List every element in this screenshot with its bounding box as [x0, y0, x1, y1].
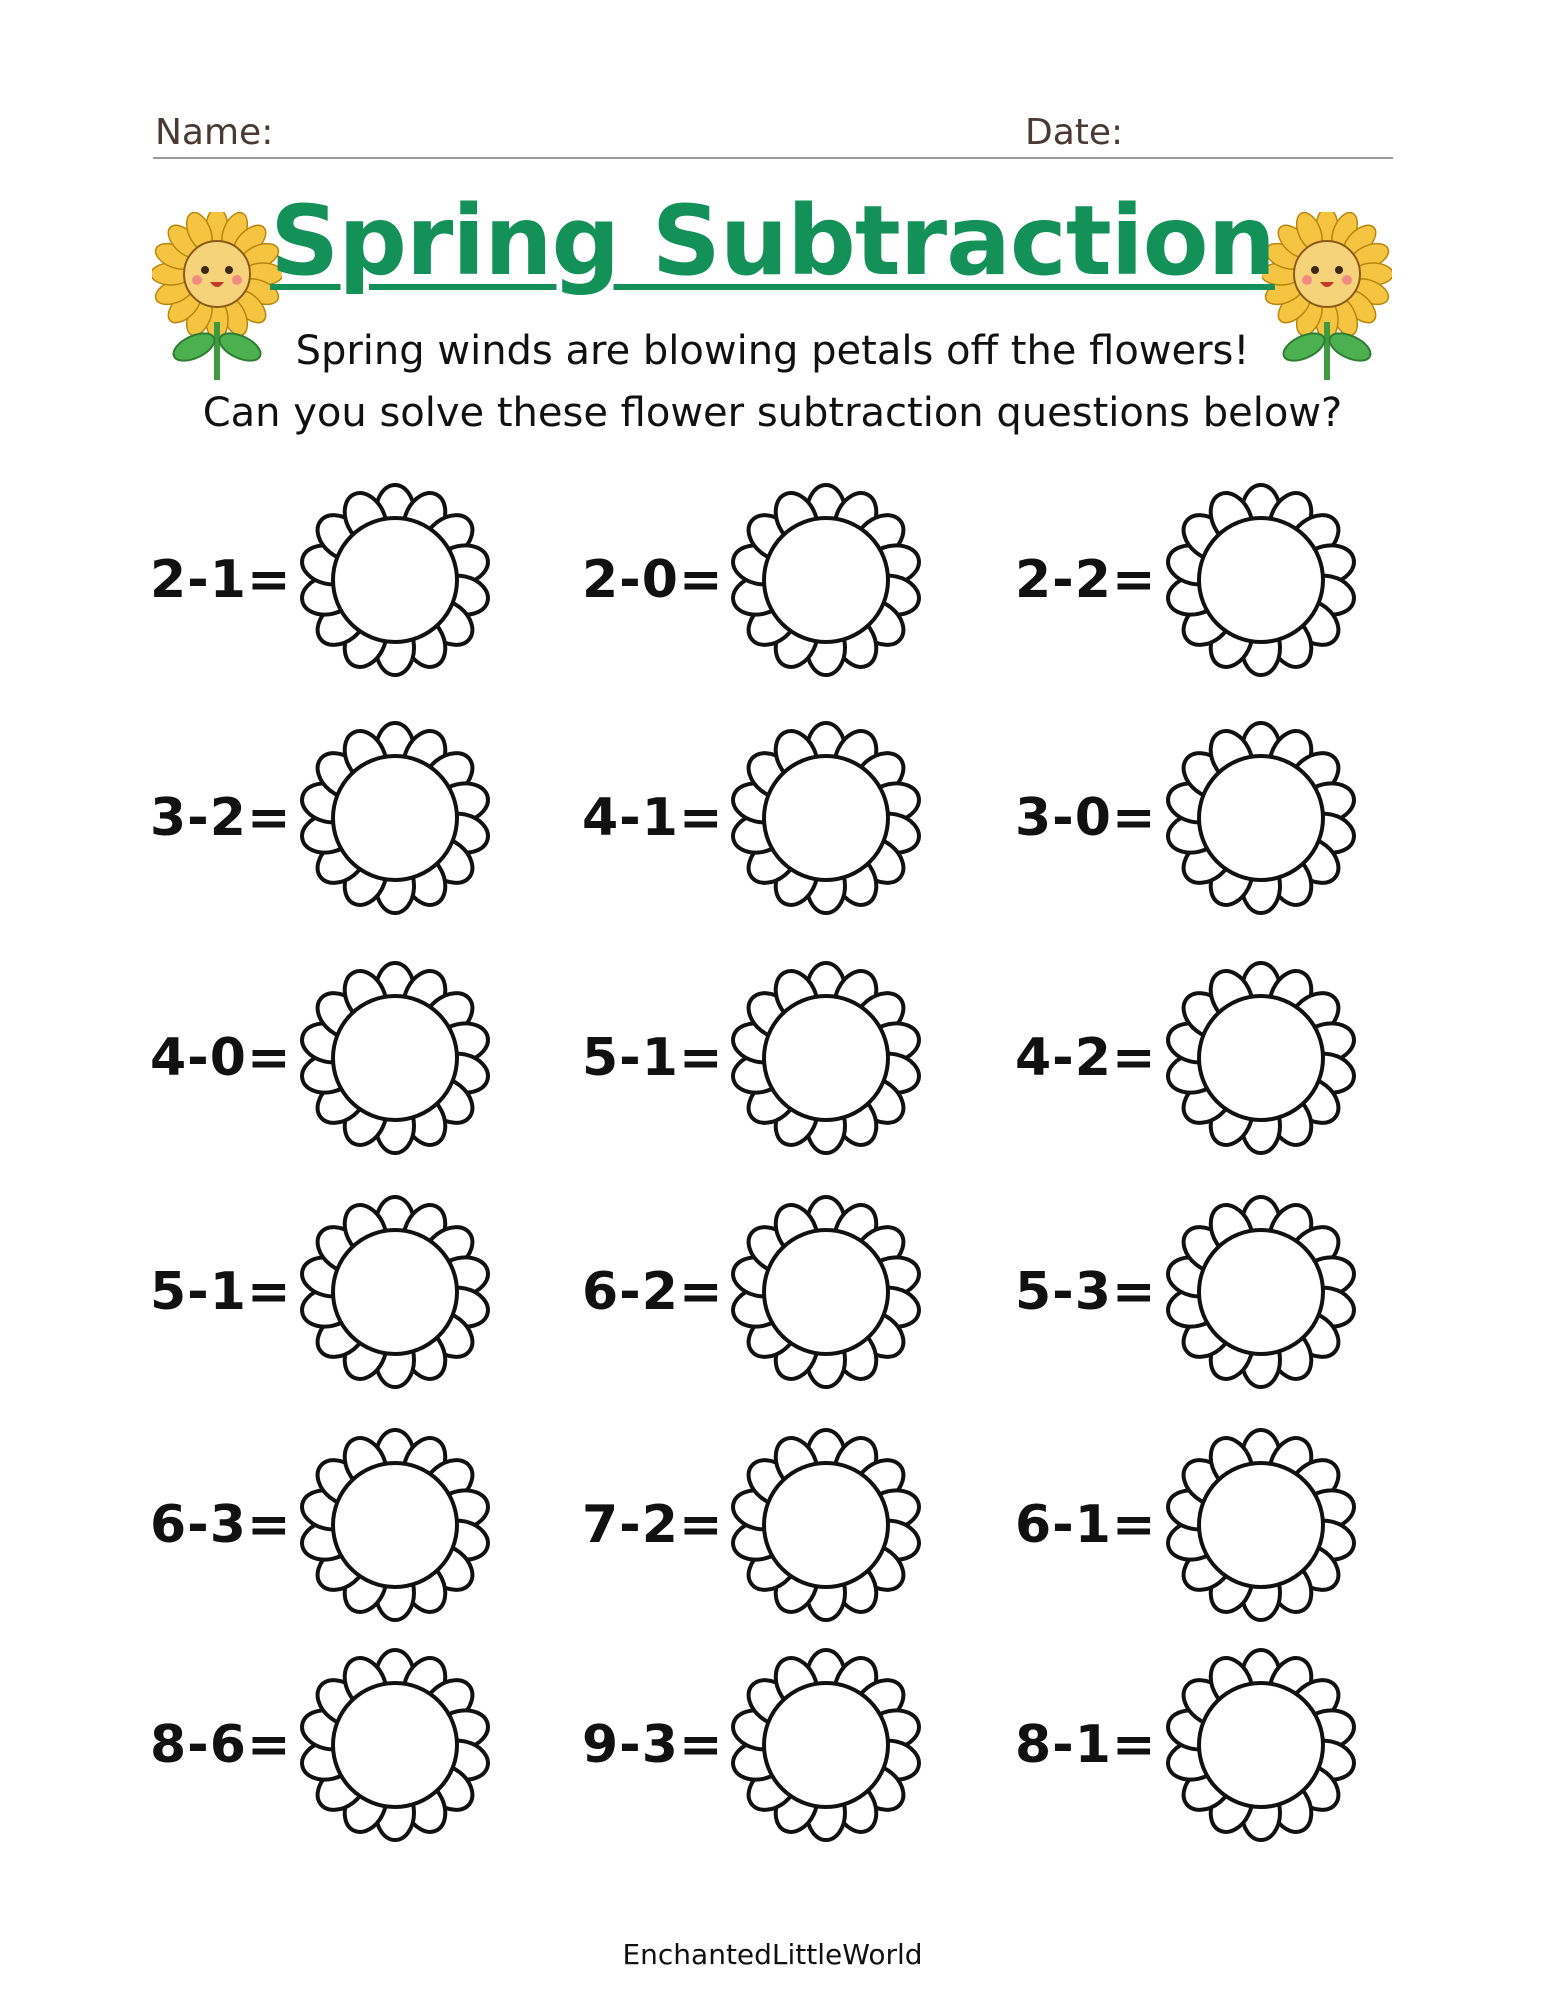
- equation-label: 3-0=: [1015, 788, 1157, 848]
- flower-answer-circle[interactable]: [726, 480, 926, 680]
- equation-label: 7-2=: [582, 1495, 724, 1555]
- flower-answer-circle[interactable]: [726, 958, 926, 1158]
- flower-answer-circle[interactable]: [295, 958, 495, 1158]
- flower-answer-circle[interactable]: [726, 1425, 926, 1625]
- equation-label: 6-1=: [1015, 1495, 1157, 1555]
- header-line: [153, 157, 1393, 159]
- equation-label: 4-0=: [150, 1028, 292, 1088]
- flower-answer-circle[interactable]: [726, 1192, 926, 1392]
- flower-answer-circle[interactable]: [1161, 958, 1361, 1158]
- intro-line-1: Spring winds are blowing petals off the flowers!: [295, 328, 1250, 374]
- flower-answer-circle[interactable]: [1161, 1425, 1361, 1625]
- equation-label: 5-1=: [150, 1262, 292, 1322]
- title-text: Spring Subtraction: [270, 185, 1275, 297]
- flower-answer-circle[interactable]: [1161, 718, 1361, 918]
- equation-label: 5-1=: [582, 1028, 724, 1088]
- flower-answer-circle[interactable]: [295, 1645, 495, 1845]
- intro-line-2: Can you solve these flower subtraction questions below?: [202, 390, 1343, 436]
- flower-answer-circle[interactable]: [295, 1192, 495, 1392]
- flower-answer-circle[interactable]: [295, 480, 495, 680]
- equation-label: 8-1=: [1015, 1715, 1157, 1775]
- flower-answer-circle[interactable]: [295, 718, 495, 918]
- equation-label: 3-2=: [150, 788, 292, 848]
- flower-answer-circle[interactable]: [295, 1425, 495, 1625]
- equation-label: 4-1=: [582, 788, 724, 848]
- equation-label: 6-3=: [150, 1495, 292, 1555]
- equation-label: 5-3=: [1015, 1262, 1157, 1322]
- equation-label: 2-0=: [582, 550, 724, 610]
- equation-label: 8-6=: [150, 1715, 292, 1775]
- equation-label: 4-2=: [1015, 1028, 1157, 1088]
- date-label: Date:: [1025, 112, 1124, 153]
- footer-credit: EnchantedLittleWorld: [622, 1938, 923, 1971]
- equation-label: 6-2=: [582, 1262, 724, 1322]
- flower-answer-circle[interactable]: [1161, 1192, 1361, 1392]
- equation-label: 2-1=: [150, 550, 292, 610]
- page-title: [0, 185, 1545, 297]
- flower-answer-circle[interactable]: [1161, 1645, 1361, 1845]
- equation-label: 9-3=: [582, 1715, 724, 1775]
- equation-label: 2-2=: [1015, 550, 1157, 610]
- name-label: Name:: [155, 112, 274, 153]
- flower-answer-circle[interactable]: [726, 1645, 926, 1845]
- flower-answer-circle[interactable]: [1161, 480, 1361, 680]
- flower-answer-circle[interactable]: [726, 718, 926, 918]
